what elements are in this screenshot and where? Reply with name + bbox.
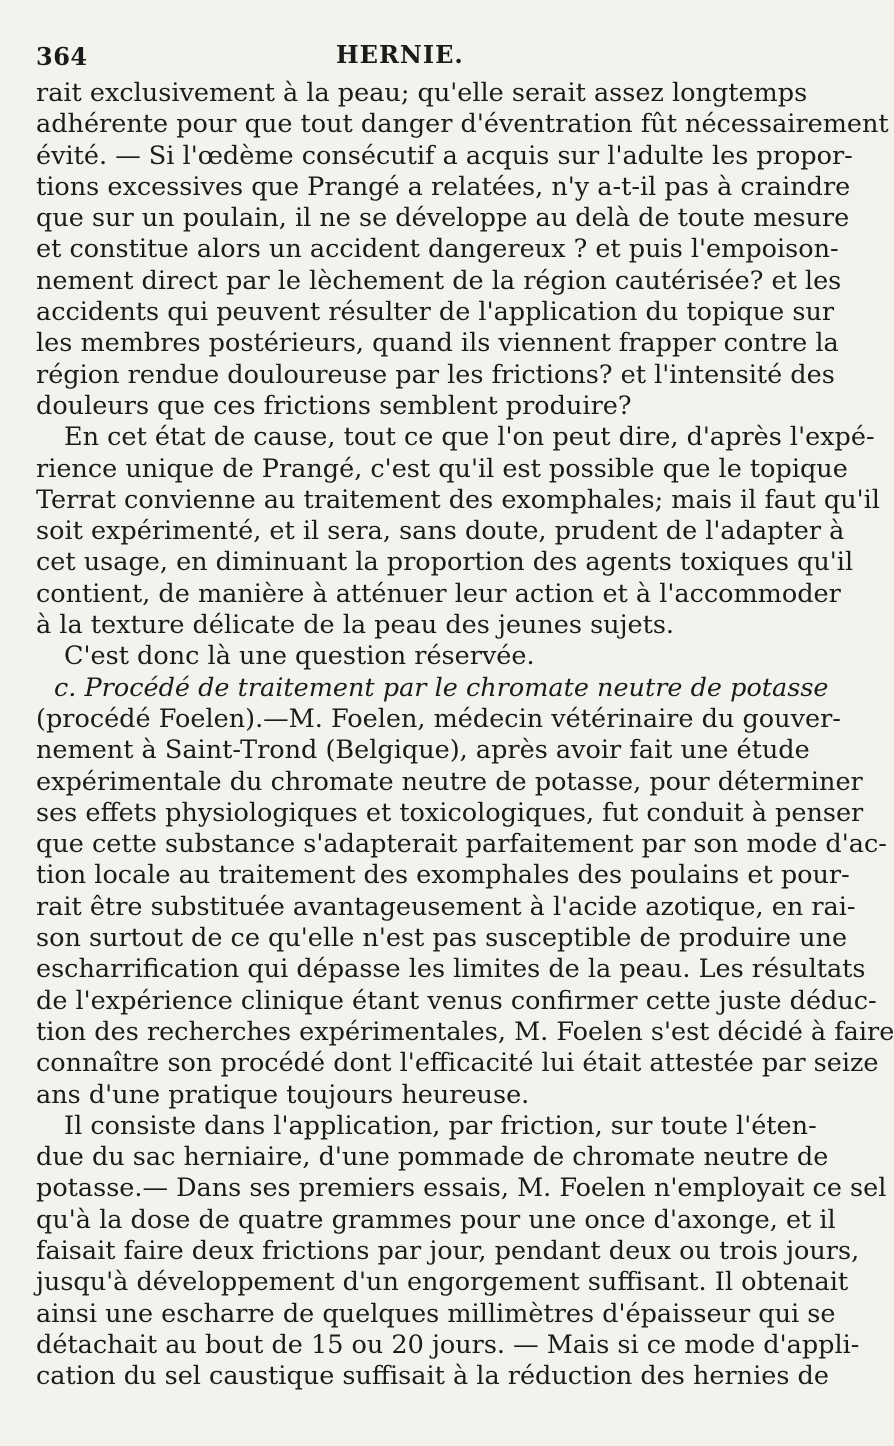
text-line: de l'expérience clinique étant venus confirmer cette juste déduc- <box>36 985 877 1016</box>
text-line: rait être substituée avantageusement à l'acide azotique, en rai- <box>36 891 856 922</box>
text-line: nement direct par le lèchement de la région cautérisée? et les <box>36 265 842 296</box>
body-text <box>36 78 894 1392</box>
text-line: son surtout de ce qu'elle n'est pas susceptible de produire une <box>36 923 848 954</box>
text-line: tion locale au traitement des exomphales des poulains et pour- <box>36 860 850 891</box>
text-line: ainsi une escharre de quelques millimètres d'épaisseur qui se <box>36 1298 836 1329</box>
text-line: escharrification qui dépasse les limites de la peau. Les résultats <box>36 954 866 985</box>
text-line: ses effets physiologiques et toxicologiques, fut conduit à penser <box>36 797 864 828</box>
text-line: qu'à la dose de quatre grammes pour une once d'axonge, et il <box>36 1204 836 1235</box>
text-line: tion des recherches expérimentales, M. Foelen s'est décidé à faire <box>36 1016 894 1047</box>
text-line: connaître son procédé dont l'efficacité lui était attestée par seize <box>36 1048 879 1079</box>
text-line: évité. — Si l'œdème consécutif a acquis sur l'adulte les propor- <box>36 140 853 171</box>
text-line: rait exclusivement à la peau; qu'elle serait assez longtemps <box>36 78 808 108</box>
text-line: douleurs que ces frictions semblent produire? <box>36 390 632 421</box>
text-line: due du sac herniaire, d'une pommade de chromate neutre de <box>36 1142 829 1173</box>
text-line: Il consiste dans l'application, par friction, sur toute l'éten- <box>64 1110 817 1141</box>
text-line: adhérente pour que tout danger d'éventration fût nécessairement <box>36 109 889 140</box>
text-line: et constitue alors un accident dangereux ? et puis l'empoison- <box>36 234 839 265</box>
text-line: cet usage, en diminuant la proportion des agents toxiques qu'il <box>36 547 854 578</box>
text-line: contient, de manière à atténuer leur action et à l'accommoder <box>36 578 841 609</box>
text-line: accidents qui peuvent résulter de l'application du topique sur <box>36 297 835 328</box>
text-line: faisait faire deux frictions par jour, pendant deux ou trois jours, <box>36 1235 860 1266</box>
section-heading: c. Procédé de traitement par le chromate neutre de potasse <box>54 672 829 703</box>
text-line: expérimentale du chromate neutre de potasse, pour déterminer <box>36 766 863 797</box>
text-line: potasse.— Dans ses premiers essais, M. Foelen n'employait ce sel <box>36 1173 887 1204</box>
text-line: (procédé Foelen).—M. Foelen, médecin vétérinaire du gouver- <box>36 703 841 734</box>
text-line: jusqu'à développement d'un engorgement suffisant. Il obtenait <box>36 1267 849 1298</box>
text-line: soit expérimenté, et il sera, sans doute, prudent de l'adapter à <box>36 516 845 547</box>
text-line: En cet état de cause, tout ce que l'on peut dire, d'après l'expé- <box>64 422 875 453</box>
text-line: ans d'une pratique toujours heureuse. <box>36 1079 530 1110</box>
text-line: que sur un poulain, il ne se développe au delà de toute mesure <box>36 203 850 234</box>
text-line: rience unique de Prangé, c'est qu'il est possible que le topique <box>36 453 848 484</box>
text-line: que cette substance s'adapterait parfaitement par son mode d'ac- <box>36 829 887 860</box>
text-line: Terrat convienne au traitement des exomphales; mais il faut qu'il <box>36 484 880 515</box>
page-header <box>0 28 800 71</box>
running-title: HERNIE. <box>336 40 464 69</box>
text-line: C'est donc là une question réservée. <box>64 641 535 672</box>
text-line: les membres postérieurs, quand ils viennent frapper contre la <box>36 328 839 359</box>
text-line: cation du sel caustique suffisait à la réduction des hernies de <box>36 1361 829 1392</box>
page-number: 364 <box>36 42 88 71</box>
text-line: région rendue douloureuse par les frictions? et l'intensité des <box>36 359 835 390</box>
text-line: détachait au bout de 15 ou 20 jours. — Mais si ce mode d'appli- <box>36 1329 860 1360</box>
text-line: tions excessives que Prangé a relatées, n'y a-t-il pas à craindre <box>36 171 851 202</box>
text-line: nement à Saint-Trond (Belgique), après avoir fait une étude <box>36 735 810 766</box>
text-line: à la texture délicate de la peau des jeunes sujets. <box>36 610 675 641</box>
